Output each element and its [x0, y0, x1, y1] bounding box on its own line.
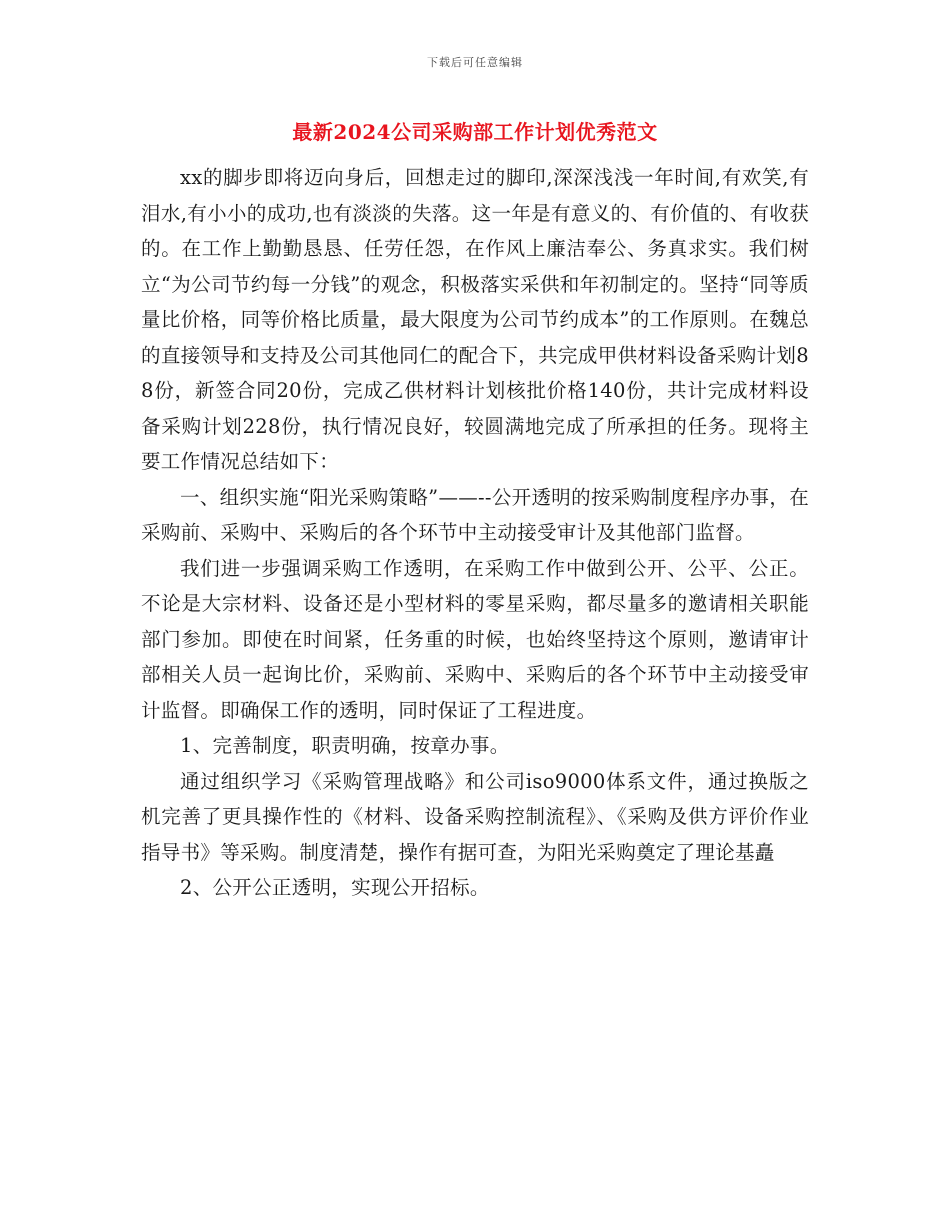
paragraph-intro: xx的脚步即将迈向身后，回想走过的脚印,深深浅浅一年时间,有欢笑,有泪水,有小小的成功,也有淡淡的失落。这一年是有意义的、有价值的、有收获的。在工作上勤勤恳恳、任劳任怨，在作风上廉洁奉公、务真求实。我们树立“为公司节约每一分钱”的观念，积极落实采供和年初制定的。坚持“同等质量比价格，同等价格比质量，最大限度为公司节约成本”的工作原则。在魏总的直接领导和支持及公司其他同仁的配合下，共完成甲供材料设备采购计划88份，新签合同20份，完成乙供材料计划核批价格140份，共计完成材料设备采购计划228份，执行情况良好，较圆满地完成了所承担的任务。现将主要工作情况总结如下： — [141, 166, 809, 473]
document-body — [141, 160, 809, 906]
paragraph-item-one-heading: 1、完善制度，职责明确，按章办事。 — [180, 734, 510, 757]
paragraph-transparency: 我们进一步强调采购工作透明，在采购工作中做到公开、公平、公正。不论是大宗材料、设备还是小型材料的零星采购，都尽量多的邀请相关职能部门参加。即使在时间紧，任务重的时候，也始终坚持这个原则，邀请审计部相关人员一起询比价，采购前、采购中、采购后的各个环节中主动接受审计监督。即确保工作的透明，同时保证了工程进度。 — [141, 556, 809, 722]
paragraph-section-one-heading: 一、组织实施“阳光采购策略”——--公开透明的按采购制度程序办事，在采购前、采购中、采购后的各个环节中主动接受审计及其他部门监督。 — [141, 485, 809, 544]
paragraph-system-documents: 通过组织学习《采购管理战略》和公司iso9000体系文件，通过换版之机完善了更具操作性的《材料、设备采购控制流程》、《采购及供方评价作业指导书》等采购。制度清楚，操作有据可查，为阳光采购奠定了理论基矗 — [141, 769, 809, 864]
document-title: 最新2024公司采购部工作计划优秀范文 — [292, 120, 658, 144]
page-header-note: 下载后可任意编辑 — [427, 56, 523, 69]
paragraph-item-two-heading: 2、公开公正透明，实现公开招标。 — [180, 876, 490, 899]
